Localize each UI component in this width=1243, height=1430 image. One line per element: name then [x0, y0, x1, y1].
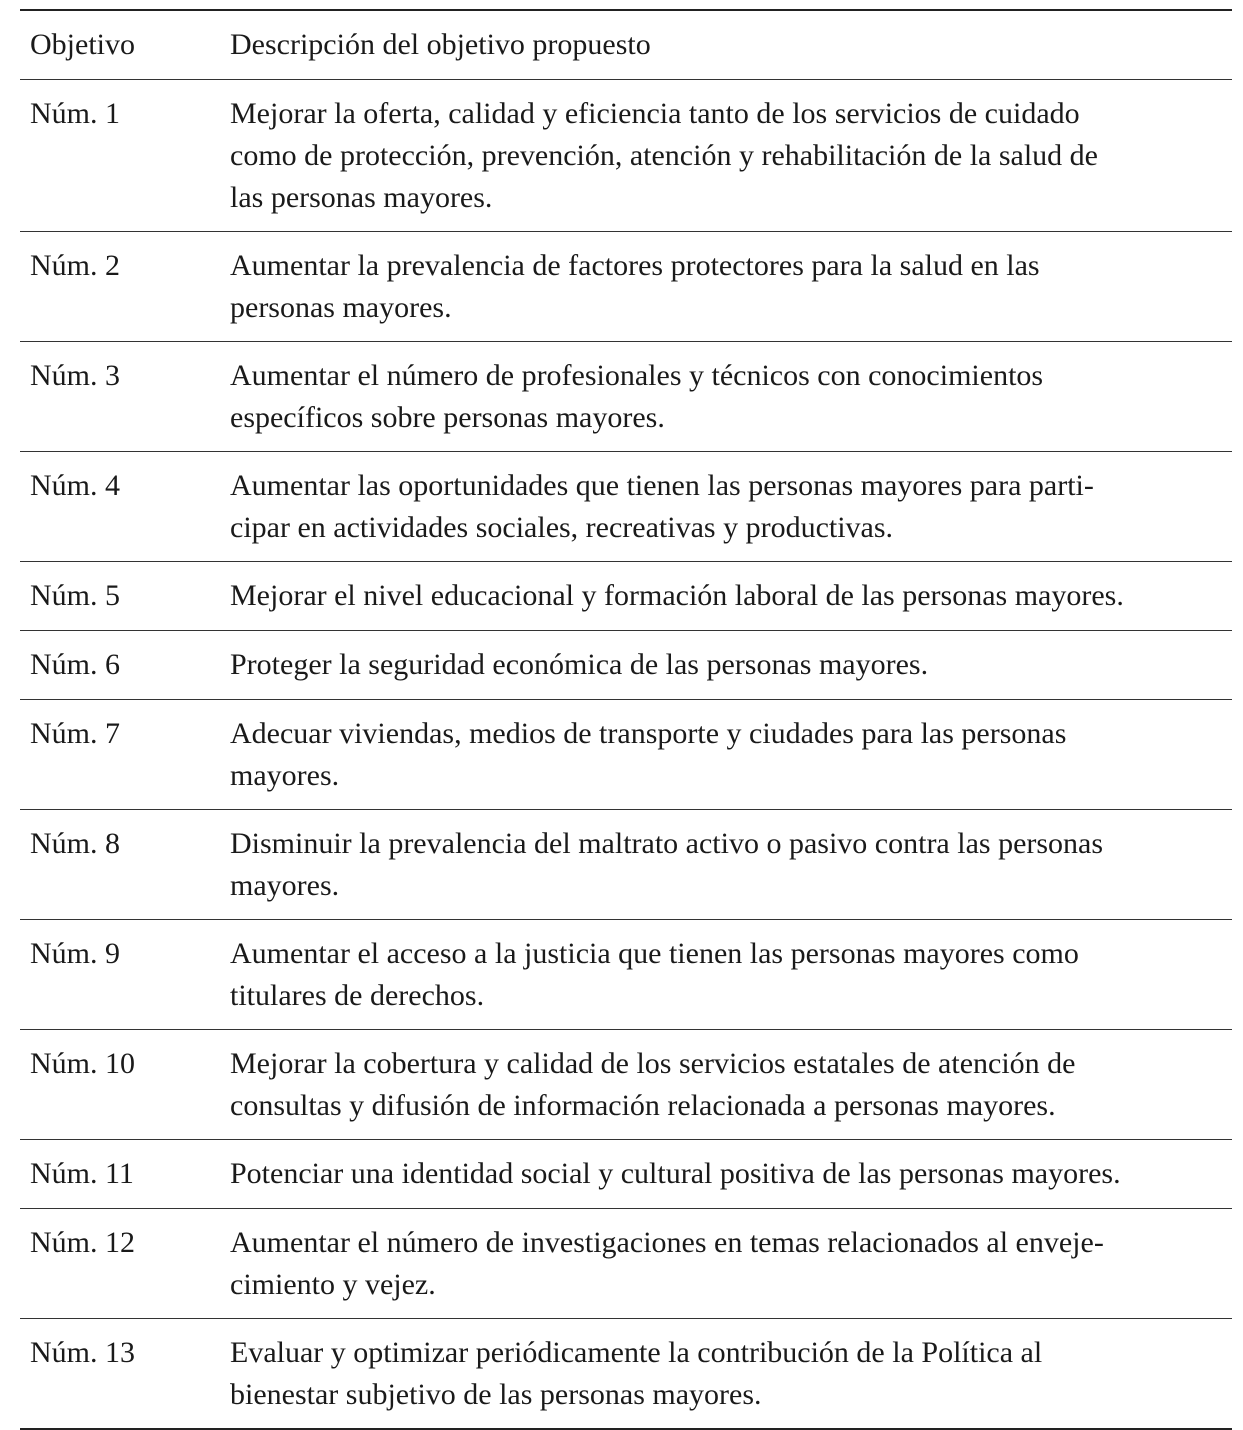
- table-row: [20, 451, 1232, 561]
- objective-description: [230, 810, 1232, 919]
- table-row: [20, 630, 1232, 699]
- description-line: Aumentar el número de profesionales y técnicos con conocimientos: [230, 359, 1044, 392]
- objective-description: [230, 342, 1232, 451]
- objective-number: Núm. 6: [30, 648, 120, 681]
- description-line: Aumentar el acceso a la justicia que tienen las personas mayores como: [230, 937, 1079, 970]
- table-row: [20, 809, 1232, 919]
- description-line: mayores.: [230, 759, 340, 792]
- description-line: Aumentar el número de investigaciones en temas relacionados al enveje-: [230, 1226, 1104, 1259]
- description-line: Potenciar una identidad social y cultural positiva de las personas mayores.: [230, 1157, 1121, 1190]
- objective-number: Núm. 13: [30, 1336, 135, 1369]
- objective-number: Núm. 10: [30, 1047, 135, 1080]
- objective-number: Núm. 11: [30, 1157, 134, 1190]
- objective-number: Núm. 1: [30, 97, 120, 130]
- description-line: Evaluar y optimizar periódicamente la contribución de la Política al: [230, 1336, 1043, 1369]
- objective-number: Núm. 9: [30, 937, 120, 970]
- objective-description: [230, 631, 1232, 699]
- objective-description: [230, 232, 1232, 341]
- table-row: [20, 79, 1232, 231]
- objective-number: Núm. 8: [30, 827, 120, 860]
- objective-number: Núm. 12: [30, 1226, 135, 1259]
- objective-number: Núm. 3: [30, 359, 120, 392]
- table-row: [20, 341, 1232, 451]
- table-row: [20, 1139, 1232, 1208]
- objective-number: Núm. 2: [30, 249, 120, 282]
- description-line: Disminuir la prevalencia del maltrato activo o pasivo contra las personas: [230, 827, 1104, 860]
- description-line: Mejorar la oferta, calidad y eficiencia tanto de los servicios de cuidado: [230, 97, 1080, 130]
- objective-description: [230, 700, 1232, 809]
- table-row: [20, 561, 1232, 630]
- description-line: Adecuar viviendas, medios de transporte y ciudades para las personas: [230, 717, 1067, 750]
- description-line: consultas y difusión de información relacionada a personas mayores.: [230, 1089, 1056, 1122]
- table-header-row: [20, 11, 1232, 79]
- description-line: Proteger la seguridad económica de las personas mayores.: [230, 648, 929, 681]
- objective-number: Núm. 7: [30, 717, 120, 750]
- description-line: bienestar subjetivo de las personas mayores.: [230, 1378, 762, 1411]
- objective-description: [230, 452, 1232, 561]
- objective-description: [230, 1140, 1232, 1208]
- objective-description: [230, 1030, 1232, 1139]
- description-line: Mejorar la cobertura y calidad de los servicios estatales de atención de: [230, 1047, 1076, 1080]
- description-line: las personas mayores.: [230, 181, 493, 214]
- objectives-table: [20, 9, 1232, 1430]
- header-descripcion: Descripción del objetivo propuesto: [230, 28, 651, 61]
- table-row: [20, 1208, 1232, 1318]
- description-line: mayores.: [230, 869, 340, 902]
- table-row: [20, 699, 1232, 809]
- objective-number: Núm. 4: [30, 469, 120, 502]
- table-row: [20, 1318, 1232, 1428]
- objective-number: Núm. 5: [30, 579, 120, 612]
- objective-description: [230, 1209, 1232, 1318]
- description-line: titulares de derechos.: [230, 979, 485, 1012]
- description-line: como de protección, prevención, atención y rehabilitación de la salud de: [230, 139, 1098, 172]
- description-line: personas mayores.: [230, 291, 452, 324]
- description-line: Mejorar el nivel educacional y formación laboral de las personas mayores.: [230, 579, 1124, 612]
- description-line: cipar en actividades sociales, recreativas y productivas.: [230, 511, 894, 544]
- table-row: [20, 231, 1232, 341]
- header-objetivo: Objetivo: [30, 28, 135, 61]
- objective-description: [230, 920, 1232, 1029]
- table-row: [20, 1029, 1232, 1139]
- description-line: específicos sobre personas mayores.: [230, 401, 665, 434]
- description-line: Aumentar las oportunidades que tienen las personas mayores para parti-: [230, 469, 1094, 502]
- table-row: [20, 919, 1232, 1029]
- description-line: Aumentar la prevalencia de factores protectores para la salud en las: [230, 249, 1040, 282]
- description-line: cimiento y vejez.: [230, 1268, 436, 1301]
- objective-description: [230, 562, 1232, 630]
- objective-description: [230, 80, 1232, 231]
- objective-description: [230, 1319, 1232, 1428]
